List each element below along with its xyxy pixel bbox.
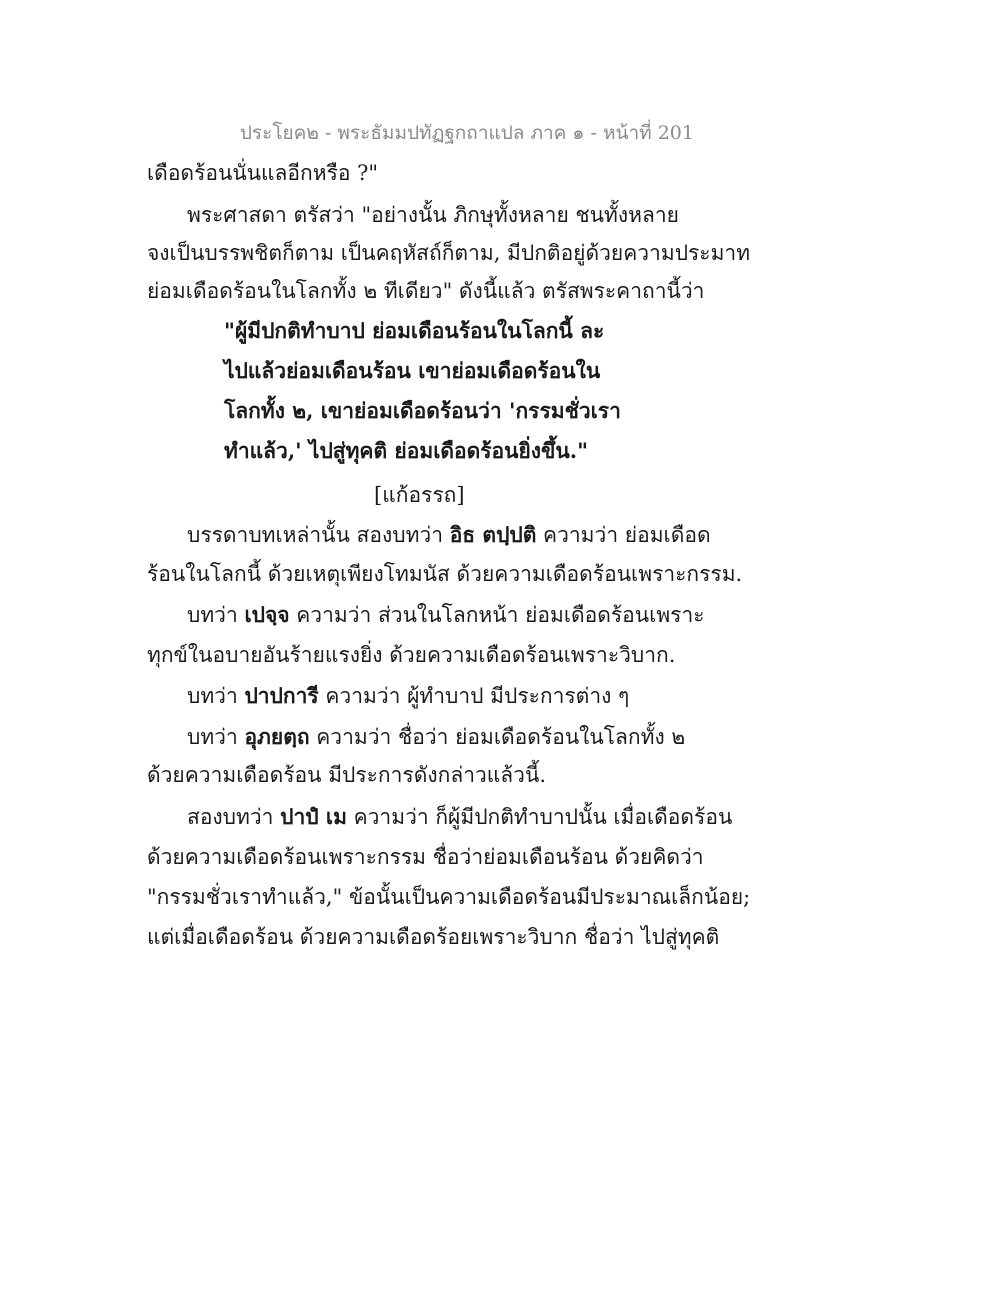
text-line: ร้อนในโลกนี้ ด้วยเหตุเพียงโทมนัส ด้วยความเดือดร้อนเพราะกรรม. — [147, 562, 743, 586]
pali-term: อิธ ตปฺปติ — [449, 522, 537, 547]
text-span: บทว่า — [187, 684, 245, 708]
text-span: สองบทว่า — [187, 805, 281, 829]
text-span: ความว่า ส่วนในโลกหน้า ย่อมเดือดร้อนเพราะ — [289, 603, 705, 627]
text-span: ความว่า ย่อมเดือด — [536, 523, 711, 547]
verse-line: โลกทั้ง ๒, เขาย่อมเดือดร้อนว่า 'กรรมชั่วเรา — [224, 398, 621, 423]
text-line: ย่อมเดือดร้อนในโลกทั้ง ๒ ทีเดียว" ดังนี้แล้ว ตรัสพระคาถานี้ว่า — [147, 279, 705, 303]
text-line: ด้วยความเดือดร้อน มีประการดังกล่าวแล้วนี้. — [147, 763, 546, 787]
text-line — [187, 681, 629, 711]
text-span: บทว่า — [187, 725, 245, 749]
verse-line: ไปแล้วย่อมเดือนร้อน เขาย่อมเดือดร้อนใน — [224, 358, 601, 383]
verse-line: ทำแล้ว,' ไปสู่ทุคติ ย่อมเดือดร้อนยิ่งขึ้น." — [224, 438, 589, 463]
text-line: พระศาสดา ตรัสว่า "อย่างนั้น ภิกษุทั้งหลาย ชนทั้งหลาย — [187, 203, 679, 227]
text-line — [187, 520, 711, 550]
text-span: ความว่า ผู้ทำบาป มีประการต่าง ๆ — [318, 684, 630, 708]
text-span: บรรดาบทเหล่านั้น สองบทว่า — [187, 523, 450, 547]
text-line: จงเป็นบรรพชิตก็ตาม เป็นคฤหัสถ์ก็ตาม, มีปกติอยู่ด้วยความประมาท — [147, 241, 751, 265]
text-line: เดือดร้อนนั่นแลอีกหรือ ?" — [147, 161, 379, 185]
text-span: ความว่า ชื่อว่า ย่อมเดือดร้อนในโลกทั้ง ๒ — [309, 725, 686, 749]
pali-term: เปจฺจ — [244, 602, 290, 627]
text-line: "กรรมชั่วเราทำแล้ว," ข้อนั้นเป็นความเดือดร้อนมีประมาณเล็กน้อย; — [147, 885, 751, 909]
pali-term: ปาปํ เม — [280, 804, 347, 829]
text-line: ด้วยความเดือดร้อนเพราะกรรม ชื่อว่าย่อมเดือนร้อน ด้วยคิดว่า — [147, 845, 704, 869]
text-line: ทุกข์ในอบายอันร้ายแรงยิ่ง ด้วยความเดือดร้อนเพราะวิบาก. — [147, 643, 676, 667]
verse-line: "ผู้มีปกติทำบาป ย่อมเดือนร้อนในโลกนี้ ละ — [224, 318, 605, 343]
text-line — [187, 802, 732, 832]
text-span: บทว่า — [187, 603, 245, 627]
text-line — [187, 600, 705, 630]
pali-term: อุภยตฺถ — [244, 724, 310, 749]
text-line: แต่เมื่อเดือดร้อน ด้วยความเดือดร้อยเพราะวิบาก ชื่อว่า ไปสู่ทุคติ — [147, 925, 720, 949]
page-header: ประโยค๒ - พระธัมมปทัฏฐกถาแปล ภาค ๑ - หน้าที่ 201 — [239, 122, 694, 144]
text-line — [187, 722, 685, 752]
section-heading: [แก้อรรถ] — [374, 483, 465, 507]
text-span: ความว่า ก็ผู้มีปกติทำบาปนั้น เมื่อเดือดร้อน — [346, 805, 733, 829]
pali-term: ปาปการี — [244, 683, 319, 708]
